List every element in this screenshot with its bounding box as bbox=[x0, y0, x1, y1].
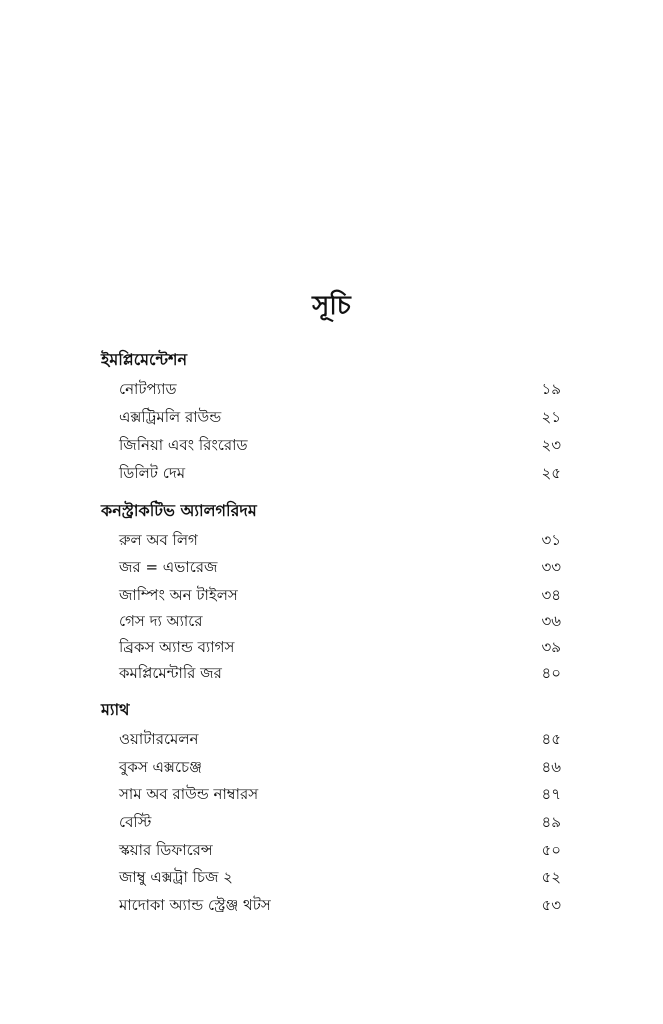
toc-entry-page: ৫৩ bbox=[541, 896, 561, 914]
toc-entry-label: নোটপ্যাড bbox=[119, 380, 177, 398]
toc-entry-label: ওয়াটারমেলন bbox=[119, 730, 199, 748]
toc-entry-page: ৪৭ bbox=[541, 785, 561, 803]
toc-entry-page: ২১ bbox=[541, 408, 561, 426]
toc-entry-page: ৩১ bbox=[541, 531, 561, 549]
toc-entry-label: কমপ্লিমেন্টারি জর bbox=[119, 664, 222, 682]
toc-entry-label: রুল অব লিগ bbox=[119, 531, 198, 549]
toc-entry-page: ৫২ bbox=[541, 868, 561, 886]
toc-entry-label: স্কয়ার ডিফারেন্স bbox=[119, 841, 213, 859]
section-heading: ইমপ্লিমেন্টেশন bbox=[101, 350, 188, 369]
toc-entry-label: ব্রিকস অ্যান্ড ব্যাগস bbox=[119, 638, 235, 656]
toc-entry[interactable] bbox=[119, 529, 561, 551]
toc-entry[interactable] bbox=[119, 662, 561, 684]
toc-entry[interactable] bbox=[119, 811, 561, 833]
toc-entry-label: এক্সট্রিমলি রাউন্ড bbox=[119, 408, 222, 426]
toc-entry-label: বুকস এক্সচেঞ্জ bbox=[119, 758, 202, 776]
toc-entry-label: বেস্টি bbox=[119, 813, 152, 831]
toc-entry-label: গেস দ্য অ্যারে bbox=[119, 612, 203, 630]
section-heading: ম্যাথ bbox=[101, 700, 130, 719]
toc-entry[interactable] bbox=[119, 728, 561, 750]
toc-entry-page: ৫০ bbox=[541, 841, 561, 859]
toc-entry-label: মাদোকা অ্যান্ড স্ট্রেঞ্জ থটস bbox=[119, 896, 271, 914]
toc-entry[interactable] bbox=[119, 636, 561, 658]
toc-entry-label: জাম্বু এক্সট্রা চিজ ২ bbox=[119, 868, 233, 886]
toc-entry[interactable] bbox=[119, 610, 561, 632]
toc-entry-page: ৪০ bbox=[541, 664, 561, 682]
toc-entry[interactable] bbox=[119, 378, 561, 400]
toc-entry[interactable] bbox=[119, 894, 561, 916]
section-heading: কনস্ট্রাকটিভ অ্যালগরিদম bbox=[101, 501, 257, 520]
toc-entry[interactable] bbox=[119, 406, 561, 428]
toc-entry-page: ১৯ bbox=[541, 380, 561, 398]
toc-entry-page: ২৩ bbox=[541, 436, 561, 454]
toc-entry[interactable] bbox=[119, 839, 561, 861]
toc-entry-label: জর = এভারেজ bbox=[119, 558, 218, 576]
toc-entry-page: ৪৫ bbox=[541, 730, 561, 748]
toc-entry-page: ২৫ bbox=[541, 464, 561, 482]
toc-entry-page: ৩৪ bbox=[541, 586, 561, 604]
toc-entry-label: সাম অব রাউন্ড নাম্বারস bbox=[119, 785, 259, 803]
toc-entry-label: জিনিয়া এবং রিংরোড bbox=[119, 436, 248, 454]
toc-entry[interactable] bbox=[119, 462, 561, 484]
toc-entry-page: ৪৯ bbox=[541, 813, 561, 831]
toc-entry[interactable] bbox=[119, 783, 561, 805]
toc-entry-page: ৩৬ bbox=[541, 612, 561, 630]
toc-entry-page: ৩৯ bbox=[541, 638, 561, 656]
toc-entry[interactable] bbox=[119, 756, 561, 778]
toc-entry-label: ডিলিট দেম bbox=[119, 464, 186, 482]
toc-entry[interactable] bbox=[119, 556, 561, 578]
toc-entry[interactable] bbox=[119, 866, 561, 888]
toc-entry-page: ৩৩ bbox=[541, 558, 561, 576]
page-title: সূচি bbox=[312, 291, 351, 321]
toc-entry[interactable] bbox=[119, 434, 561, 456]
toc-entry-label: জাম্পিং অন টাইলস bbox=[119, 586, 238, 604]
toc-entry-page: ৪৬ bbox=[541, 758, 561, 776]
toc-entry[interactable] bbox=[119, 584, 561, 606]
